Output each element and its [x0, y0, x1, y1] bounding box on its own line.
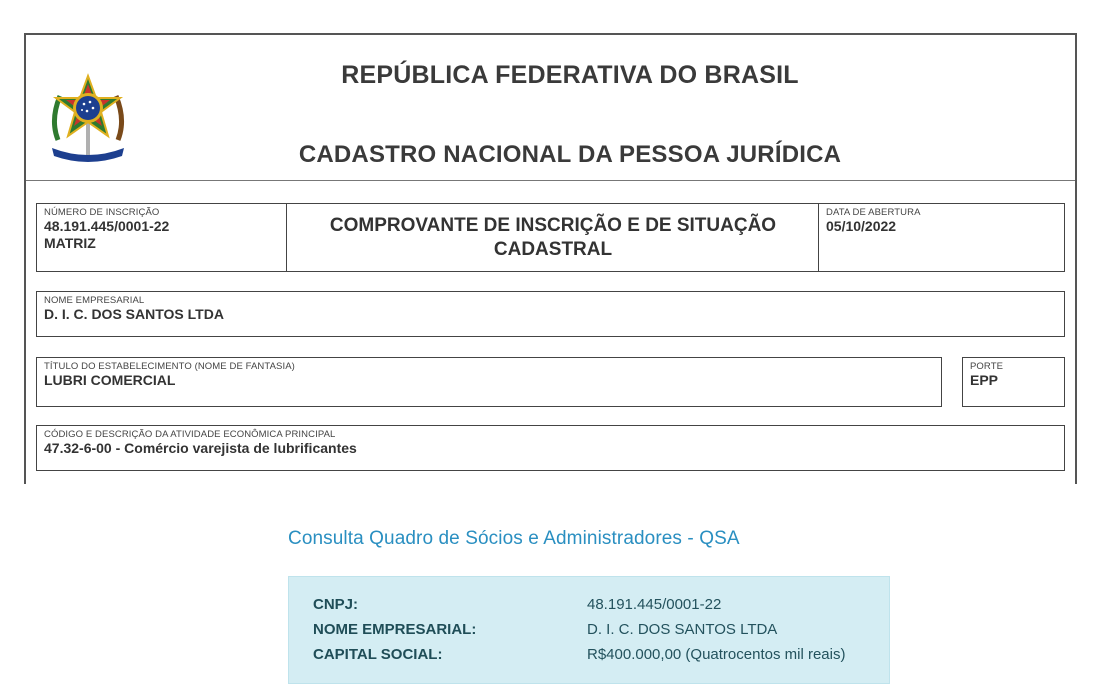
porte-value: EPP [970, 372, 999, 388]
inscricao-number: 48.191.445/0001-22 [44, 218, 170, 234]
qsa-value: 48.191.445/0001-22 [587, 596, 722, 613]
atividade-value: 47.32-6-00 - Comércio varejista de lubrificantes [44, 440, 357, 456]
inscricao-type: MATRIZ [44, 235, 96, 251]
abertura-box [818, 203, 1065, 272]
porte-label: PORTE [970, 361, 1004, 372]
registry-title: CADASTRO NACIONAL DA PESSOA JURÍDICA [298, 141, 842, 168]
titulo-estabelecimento-box [36, 357, 942, 407]
comprovante-title-line2: CADASTRAL [493, 238, 613, 260]
inscricao-label: NÚMERO DE INSCRIÇÃO [44, 207, 160, 218]
nome-empresarial-value: D. I. C. DOS SANTOS LTDA [44, 306, 224, 322]
qsa-value: D. I. C. DOS SANTOS LTDA [587, 621, 778, 638]
nome-empresarial-label: NOME EMPRESARIAL [44, 295, 145, 306]
brazil-coat-of-arms-icon [44, 70, 132, 166]
comprovante-title-line1: COMPROVANTE DE INSCRIÇÃO E DE SITUAÇÃO [329, 214, 777, 236]
document-cutoff [24, 484, 1077, 496]
inscricao-box [36, 203, 288, 272]
comprovante-box [286, 203, 820, 272]
porte-box [962, 357, 1065, 407]
atividade-label: CÓDIGO E DESCRIÇÃO DA ATIVIDADE ECONÔMICA PRINCIPAL [44, 429, 336, 440]
qsa-key: CNPJ: [313, 596, 359, 613]
qsa-value: R$400.000,00 (Quatrocentos mil reais) [587, 646, 846, 663]
atividade-box [36, 425, 1065, 471]
header-divider [26, 180, 1075, 181]
nome-empresarial-box [36, 291, 1065, 337]
abertura-label: DATA DE ABERTURA [826, 207, 921, 218]
qsa-key: CAPITAL SOCIAL: [313, 646, 443, 663]
qsa-key: NOME EMPRESARIAL: [313, 621, 477, 638]
titulo-estabelecimento-label: TÍTULO DO ESTABELECIMENTO (NOME DE FANTASIA) [44, 361, 295, 372]
titulo-estabelecimento-value: LUBRI COMERCIAL [44, 372, 176, 388]
qsa-panel [288, 576, 890, 684]
qsa-title: Consulta Quadro de Sócios e Administradores - QSA [288, 528, 740, 549]
abertura-date: 05/10/2022 [826, 218, 897, 234]
country-title: REPÚBLICA FEDERATIVA DO BRASIL [341, 61, 799, 89]
